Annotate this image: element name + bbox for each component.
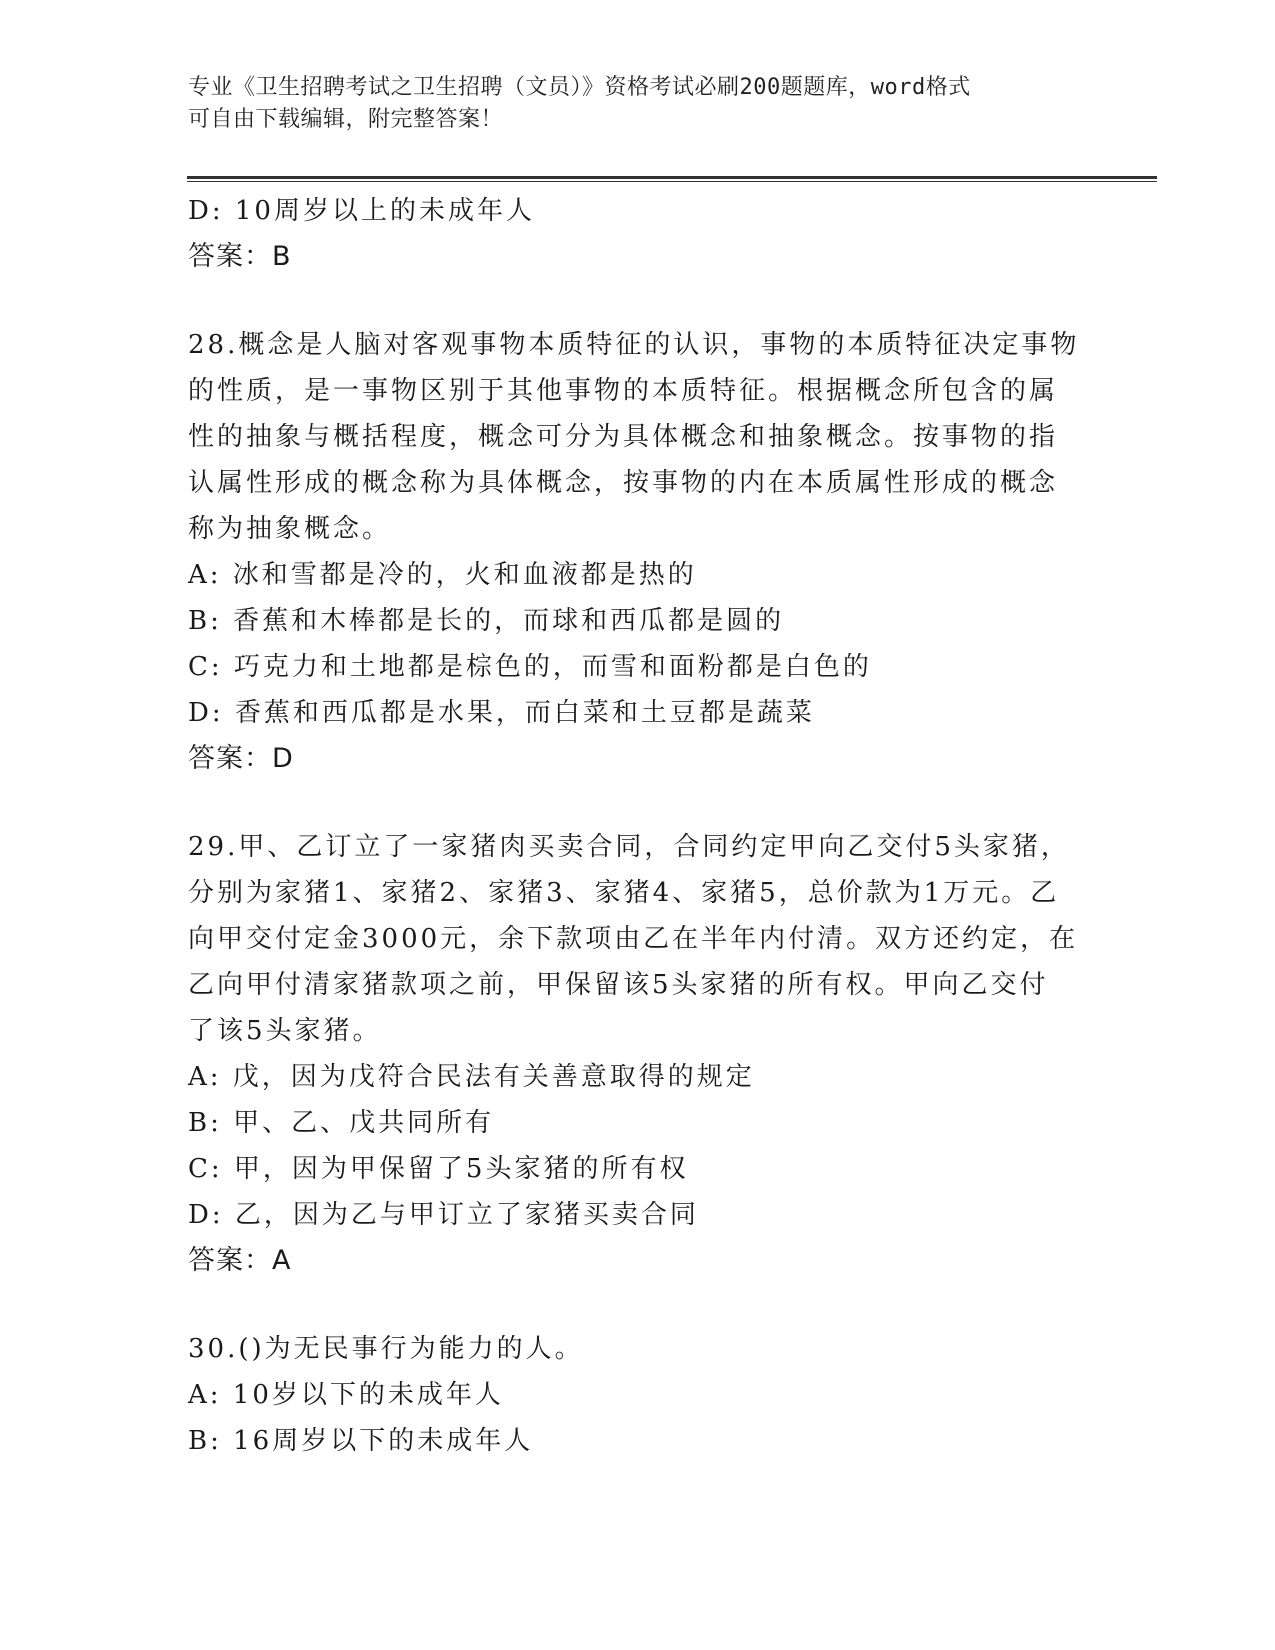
question-stem-line: 称为抽象概念。 [188,514,392,544]
option-a: A: 10岁以下的未成年人 [188,1380,504,1410]
question-stem-line: 乙向甲付清家猪款项之前，甲保留该5头家猪的所有权。甲向乙交付 [188,970,1049,1000]
option-b: B: 16周岁以下的未成年人 [188,1426,534,1456]
question-stem-line: 认属性形成的概念称为具体概念，按事物的内在本质属性形成的概念 [188,468,1059,498]
question-stem-line: 30.()为无民事行为能力的人。 [188,1334,584,1364]
option-a: A: 冰和雪都是冷的，火和血液都是热的 [188,560,697,590]
header-rule-thin [187,181,1157,182]
option-d: D: 乙，因为乙与甲订立了家猪买卖合同 [188,1200,699,1230]
option-c: C: 甲，因为甲保留了5头家猪的所有权 [188,1154,689,1184]
question-29 [188,824,1078,1284]
question-stem-line: 的性质，是一事物区别于其他事物的本质特征。根据概念所包含的属 [188,376,1059,406]
question-27-tail [188,188,1078,280]
question-28 [188,322,1078,782]
answer-line: 答案：A [188,1245,292,1276]
question-stem-line: 了该5头家猪。 [188,1016,382,1046]
option-c: C: 巧克力和土地都是棕色的，而雪和面粉都是白色的 [188,652,872,682]
question-stem-line: 性的抽象与概括程度，概念可分为具体概念和抽象概念。按事物的指 [188,422,1059,452]
spacer [188,1284,1078,1326]
question-stem-line: 28.概念是人脑对客观事物本质特征的认识，事物的本质特征决定事物 [188,330,1080,360]
spacer [188,782,1078,824]
question-30 [188,1326,1078,1464]
header-rule-thick [187,176,1157,179]
option-b: B: 香蕉和木棒都是长的，而球和西瓜都是圆的 [188,606,785,636]
option-a: A: 戊，因为戊符合民法有关善意取得的规定 [188,1062,755,1092]
option-d: D: 香蕉和西瓜都是水果，而白菜和土豆都是蔬菜 [188,698,815,728]
option-b: B: 甲、乙、戊共同所有 [188,1108,495,1138]
document-header [188,72,1068,136]
option-d: D: 10周岁以上的未成年人 [188,196,535,226]
spacer [188,280,1078,322]
answer-line: 答案：B [188,241,292,272]
question-stem-line: 29.甲、乙订立了一家猪肉买卖合同，合同约定甲向乙交付5头家猪， [188,832,1070,862]
answer-line: 答案：D [188,743,294,774]
document-body [188,188,1078,1464]
question-stem-line: 分别为家猪1、家猪2、家猪3、家猪4、家猪5，总价款为1万元。乙 [188,878,1060,908]
header-line-1: 专业《卫生招聘考试之卫生招聘（文员）》资格考试必刷200题题库，word格式 [188,75,971,100]
question-stem-line: 向甲交付定金3000元，余下款项由乙在半年内付清。双方还约定，在 [188,924,1079,954]
header-line-2: 可自由下载编辑，附完整答案！ [188,107,504,132]
